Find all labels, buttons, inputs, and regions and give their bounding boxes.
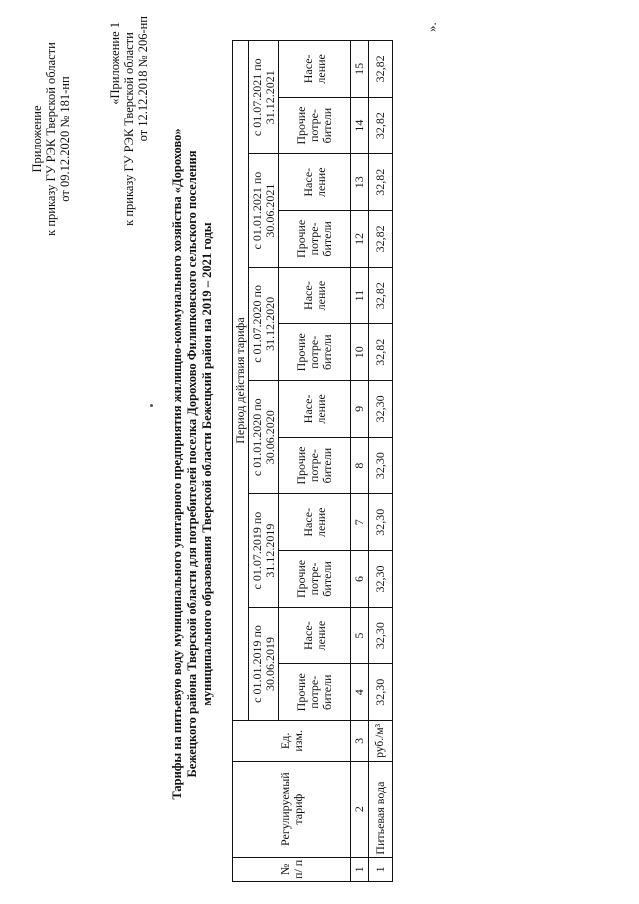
index-cell: 5 [351, 607, 369, 664]
index-cell: 13 [351, 154, 369, 211]
tariff-table [232, 40, 393, 882]
title-line2: Бежецкого района Тверской области для потребителей поселка Дорохово Филипковского сельского поселения [185, 150, 199, 778]
value-cell: 32,30 [369, 551, 393, 608]
scan-speck [150, 404, 153, 407]
value-cell: 32,82 [369, 267, 393, 324]
value-cell: 32,82 [369, 41, 393, 98]
sub-header-other: Прочие потре-бители [279, 211, 351, 268]
value-cell: 32,30 [369, 664, 393, 721]
sub-header-other: Прочие потре-бители [279, 97, 351, 154]
closing-mark: ». [424, 22, 439, 32]
title-line1: Тарифы на питьевую воду муниципального унитарного предприятия жилищно-коммунального хозяйства «Дорохово» [170, 128, 184, 800]
index-cell: 7 [351, 494, 369, 551]
header-unit: Ед. изм. [233, 721, 351, 761]
index-row [351, 41, 369, 882]
sub-header-population: Насе-ление [279, 154, 351, 211]
index-cell: 3 [351, 721, 369, 761]
period-header-6: с 01.07.2021 по 31.12.2021 [249, 41, 279, 154]
annex-header-line1: «Приложение 1 [108, 22, 122, 105]
value-cell: 32,30 [369, 437, 393, 494]
approval-header-line2: к приказу ГУ РЭК Тверской области [44, 42, 58, 236]
index-cell: 11 [351, 267, 369, 324]
approval-header-line3: от 09.12.2020 № 181-нп [58, 76, 72, 202]
index-cell: 9 [351, 381, 369, 438]
row-tariff-name: Питьевая вода [369, 761, 393, 857]
period-header-5: с 01.01.2021 по 30.06.2021 [249, 154, 279, 267]
index-cell: 4 [351, 664, 369, 721]
approval-header [30, 14, 72, 264]
value-cell: 32,82 [369, 97, 393, 154]
period-header-2: с 01.07.2019 по 31.12.2019 [249, 494, 279, 607]
sub-header-population: Насе-ление [279, 267, 351, 324]
index-cell: 2 [351, 761, 369, 857]
document-title [170, 84, 215, 844]
value-cell: 32,82 [369, 324, 393, 381]
header-period: Период действия тарифа [233, 41, 249, 721]
sub-header-other: Прочие потре-бители [279, 664, 351, 721]
value-cell: 32,82 [369, 154, 393, 211]
index-cell: 12 [351, 211, 369, 268]
index-cell: 14 [351, 97, 369, 154]
sub-header-population: Насе-ление [279, 607, 351, 664]
title-line3: муниципального образования Тверской области Бежецкий район на 2019 – 2021 годы [200, 222, 214, 706]
sub-header-population: Насе-ление [279, 381, 351, 438]
index-cell: 15 [351, 41, 369, 98]
value-cell: 32,30 [369, 607, 393, 664]
annex-header-line3: от 12.12.2018 № 206-нп [136, 16, 150, 142]
index-cell: 1 [351, 857, 369, 881]
value-cell: 32,82 [369, 211, 393, 268]
approval-header-line1: Приложение [30, 105, 44, 173]
sub-header-other: Прочие потре-бители [279, 551, 351, 608]
period-header-1: с 01.01.2019 по 30.06.2019 [249, 607, 279, 720]
row-number: 1 [369, 857, 393, 881]
sub-header-other: Прочие потре-бители [279, 437, 351, 494]
table-row [369, 41, 393, 882]
header-number: № п/ п [233, 857, 351, 881]
period-header-4: с 01.07.2020 по 31.12.2020 [249, 267, 279, 380]
header-tariff: Регулируемый тариф [233, 761, 351, 857]
value-cell: 32,30 [369, 381, 393, 438]
sub-header-other: Прочие потре-бители [279, 324, 351, 381]
sub-header-population: Насе-ление [279, 494, 351, 551]
row-unit: руб./м³ [369, 721, 393, 761]
period-header-3: с 01.01.2020 по 30.06.2020 [249, 381, 279, 494]
index-cell: 6 [351, 551, 369, 608]
sub-header-population: Насе-ление [279, 41, 351, 98]
annex-header [108, 4, 150, 254]
value-cell: 32,30 [369, 494, 393, 551]
index-cell: 8 [351, 437, 369, 494]
index-cell: 10 [351, 324, 369, 381]
annex-header-line2: к приказу ГУ РЭК Тверской области [122, 32, 136, 226]
